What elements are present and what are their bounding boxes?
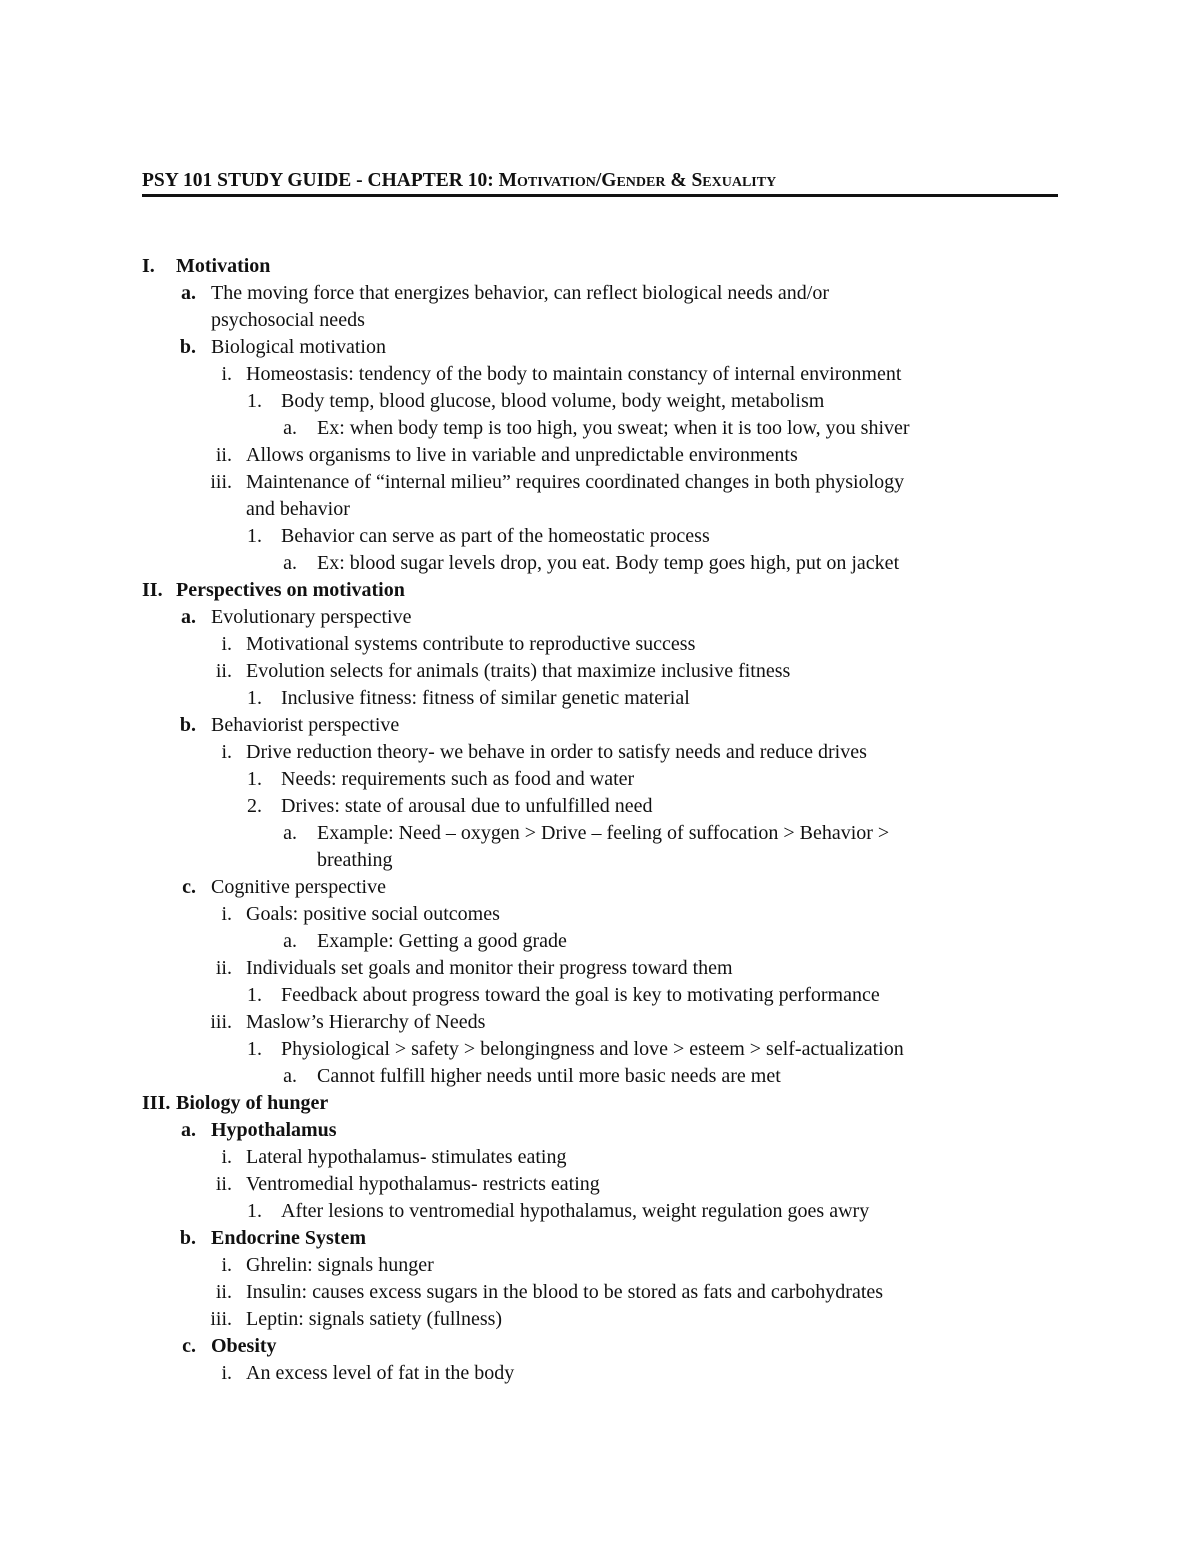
outline-marker: a. [181,606,196,628]
outline-text: Individuals set goals and monitor their progress toward them [246,957,733,979]
outline-marker: ii. [215,1173,232,1195]
outline-marker: III. [142,1092,171,1114]
outline-text: Example: Need – oxygen > Drive – feeling of suffocation > Behavior > [317,822,890,844]
outline-marker: II. [142,579,163,601]
outline-item [0,415,1200,442]
outline-item [0,712,1200,739]
outline-item [0,442,1200,469]
outline-item [0,307,1200,334]
outline-text: Behavior can serve as part of the homeostatic process [281,525,710,547]
outline-text: Ex: blood sugar levels drop, you eat. Body temp goes high, put on jacket [317,552,900,574]
outline-marker: 1. [247,1038,262,1060]
outline-item [0,1117,1200,1144]
outline-text: Ventromedial hypothalamus- restricts eating [246,1173,600,1195]
outline-text: and behavior [246,498,350,520]
outline-marker: 1. [247,984,262,1006]
outline-item [0,253,1200,280]
outline-item [0,1144,1200,1171]
outline-text: Obesity [211,1335,277,1357]
study-outline [0,253,1200,1387]
outline-text: Goals: positive social outcomes [246,903,500,925]
outline-item [0,1063,1200,1090]
outline-item [0,658,1200,685]
outline-item [0,334,1200,361]
outline-item [0,1252,1200,1279]
outline-marker: 1. [247,687,262,709]
outline-item [0,928,1200,955]
outline-text: Ghrelin: signals hunger [246,1254,434,1276]
outline-text: breathing [317,849,393,871]
outline-marker: ii. [215,957,232,979]
outline-text: Evolution selects for animals (traits) that maximize inclusive fitness [246,660,791,682]
outline-text: Maslow’s Hierarchy of Needs [246,1011,486,1033]
outline-item [0,280,1200,307]
outline-marker: a. [283,822,297,844]
outline-marker: 1. [247,1200,262,1222]
outline-item [0,604,1200,631]
outline-text: Biological motivation [211,336,386,358]
outline-marker: i. [221,1146,232,1168]
outline-item [0,1306,1200,1333]
outline-item [0,631,1200,658]
outline-item [0,685,1200,712]
outline-text: After lesions to ventromedial hypothalamus, weight regulation goes awry [281,1200,870,1222]
title-prefix: PSY 101 STUDY GUIDE - CHAPTER 10: [142,170,499,191]
outline-item [0,874,1200,901]
outline-item [0,847,1200,874]
outline-item [0,496,1200,523]
outline-item [0,1360,1200,1387]
outline-text: Motivational systems contribute to reproductive success [246,633,696,655]
outline-text: Biology of hunger [176,1092,329,1114]
outline-marker: b. [179,1227,196,1249]
title-subject: Motivation/Gender & Sexuality [498,170,777,191]
outline-marker: i. [221,1254,232,1276]
outline-item [0,739,1200,766]
outline-marker: ii. [215,1281,232,1303]
outline-marker: a. [181,1119,196,1141]
outline-item [0,1279,1200,1306]
outline-item [0,901,1200,928]
outline-text: Allows organisms to live in variable and unpredictable environments [246,444,798,466]
outline-text: Drives: state of arousal due to unfulfilled need [281,795,653,817]
outline-text: Hypothalamus [211,1119,337,1141]
outline-marker: 1. [247,768,262,790]
outline-item [0,550,1200,577]
outline-marker: 1. [247,525,262,547]
outline-marker: ii. [215,660,232,682]
page-title [142,170,1058,197]
outline-text: Motivation [176,255,271,277]
outline-marker: a. [283,930,297,952]
outline-marker: a. [283,552,297,574]
outline-marker: i. [221,363,232,385]
outline-item [0,793,1200,820]
outline-item [0,1009,1200,1036]
outline-item [0,955,1200,982]
outline-text: Behaviorist perspective [211,714,400,736]
outline-item [0,523,1200,550]
outline-text: Lateral hypothalamus- stimulates eating [246,1146,567,1168]
outline-marker: iii. [210,1308,232,1330]
outline-marker: c. [182,1335,196,1357]
outline-text: Example: Getting a good grade [317,930,567,952]
outline-text: The moving force that energizes behavior, can reflect biological needs and/or [211,282,830,304]
outline-text: An excess level of fat in the body [246,1362,515,1384]
outline-item [0,1225,1200,1252]
outline-text: Insulin: causes excess sugars in the blood to be stored as fats and carbohydrates [246,1281,884,1303]
outline-item [0,388,1200,415]
outline-text: Evolutionary perspective [211,606,412,628]
outline-text: Inclusive fitness: fitness of similar genetic material [281,687,690,709]
outline-text: Perspectives on motivation [176,579,405,601]
outline-marker: a. [283,417,297,439]
outline-text: psychosocial needs [211,309,365,331]
outline-text: Maintenance of “internal milieu” requires coordinated changes in both physiology [246,471,905,493]
outline-item [0,1198,1200,1225]
outline-marker: a. [181,282,196,304]
outline-text: Cannot fulfill higher needs until more basic needs are met [317,1065,781,1087]
outline-marker: i. [221,1362,232,1384]
outline-marker: a. [283,1065,297,1087]
outline-text: Drive reduction theory- we behave in order to satisfy needs and reduce drives [246,741,867,763]
outline-marker: 1. [247,390,262,412]
outline-item [0,577,1200,604]
outline-text: Homeostasis: tendency of the body to maintain constancy of internal environment [246,363,902,385]
outline-marker: 2. [247,795,262,817]
outline-item [0,982,1200,1009]
outline-item [0,1171,1200,1198]
outline-marker: b. [179,714,196,736]
outline-marker: i. [221,741,232,763]
outline-item [0,820,1200,847]
outline-text: Physiological > safety > belongingness and love > esteem > self-actualization [281,1038,904,1060]
outline-item [0,361,1200,388]
outline-item [0,766,1200,793]
outline-marker: I. [142,255,155,277]
outline-text: Endocrine System [211,1227,366,1249]
outline-marker: c. [182,876,196,898]
outline-marker: i. [221,633,232,655]
outline-text: Feedback about progress toward the goal is key to motivating performance [281,984,880,1006]
outline-item [0,1090,1200,1117]
outline-marker: iii. [210,1011,232,1033]
outline-item [0,1036,1200,1063]
outline-marker: b. [179,336,196,358]
outline-text: Needs: requirements such as food and water [281,768,635,790]
outline-item [0,469,1200,496]
outline-marker: ii. [215,444,232,466]
outline-text: Cognitive perspective [211,876,386,898]
outline-item [0,1333,1200,1360]
outline-text: Ex: when body temp is too high, you sweat; when it is too low, you shiver [317,417,910,439]
outline-text: Body temp, blood glucose, blood volume, body weight, metabolism [281,390,825,412]
outline-marker: i. [221,903,232,925]
outline-text: Leptin: signals satiety (fullness) [246,1308,503,1330]
outline-marker: iii. [210,471,232,493]
